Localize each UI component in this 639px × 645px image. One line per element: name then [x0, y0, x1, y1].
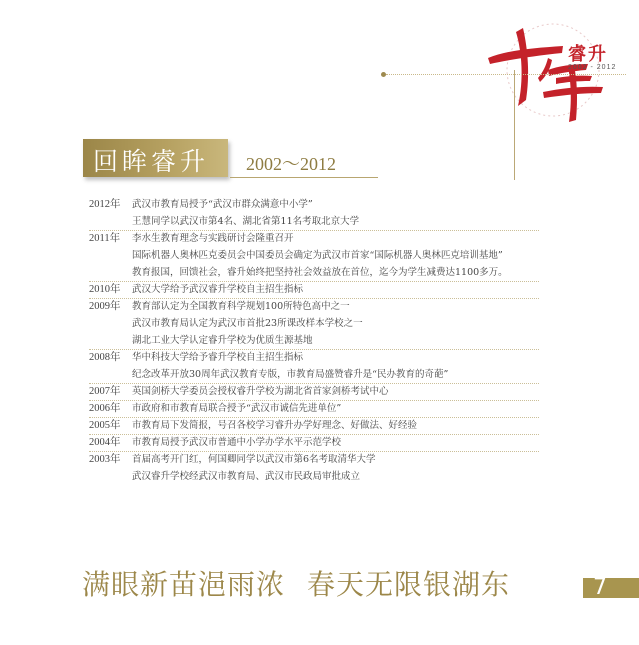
slogan-part-1: 满眼新苗浥雨浓: [82, 568, 286, 601]
decorative-vertical-line: [514, 70, 515, 180]
timeline-event: 武汉大学给予武汉睿升学校自主招生指标: [132, 284, 304, 295]
timeline-event: 武汉市教育局授予“武汉市群众满意中小学”: [132, 199, 313, 210]
timeline-row: [0, 230, 600, 247]
timeline-year: 2005年: [89, 420, 121, 431]
timeline-event: 李水生教育理念与实践研讨会隆重召开: [132, 233, 294, 244]
timeline-event: 首届高考开门红，何国卿同学以武汉市第6名考取清华大学: [132, 454, 376, 465]
timeline-year: 2012年: [89, 199, 121, 210]
page-number: 7: [593, 575, 607, 600]
title-years: 2002～2012: [246, 154, 336, 174]
timeline-row: [0, 366, 600, 383]
timeline-row: [0, 417, 600, 434]
timeline-event: 市教育局下发简报，号召各校学习睿升办学好理念、好做法、好经验: [132, 420, 418, 431]
timeline-row: [0, 247, 600, 264]
timeline-event: 市教育局授予武汉市普通中小学办学水平示范学校: [132, 437, 342, 448]
timeline-row: [0, 451, 600, 468]
timeline-event: 华中科技大学给予睿升学校自主招生指标: [132, 352, 304, 363]
anniversary-logo: [478, 20, 623, 130]
timeline-year: 2008年: [89, 352, 121, 363]
title-band: [83, 139, 228, 177]
timeline-event: 纪念改革开放30周年武汉教育专版，市教育局盛赞睿升是“民办教育的奇葩”: [132, 369, 449, 380]
page-number-box: [583, 578, 639, 598]
timeline-row: [0, 315, 600, 332]
timeline-row: [0, 383, 600, 400]
timeline-event: 武汉市教育局认定为武汉市首批23所课改样本学校之一: [132, 318, 363, 329]
timeline-event: 湖北工业大学认定睿升学校为优质生源基地: [132, 335, 313, 346]
logo-years-text: 2002 - 2012: [568, 64, 617, 71]
timeline-event: 国际机器人奥林匹克委员会中国委员会确定为武汉市首家“国际机器人奥林匹克培训基地”: [132, 250, 503, 261]
timeline-row: [0, 213, 600, 230]
timeline-year: 2003年: [89, 454, 121, 465]
timeline-event: 教育报国，回馈社会，睿升始终把坚持社会效益放在首位，迄今为学生减费达1100多万。: [132, 267, 508, 278]
timeline-year: 2007年: [89, 386, 121, 397]
timeline-row: [0, 196, 600, 213]
timeline-year: 2011年: [89, 233, 121, 244]
timeline-event: 教育部认定为全国教育科学规划100所特色高中之一: [132, 301, 350, 312]
title-underline: [230, 177, 378, 178]
timeline-row: [0, 332, 600, 349]
ten-years-calligraphy-icon: [478, 20, 623, 130]
timeline-year: 2006年: [89, 403, 121, 414]
timeline-row: [0, 468, 600, 485]
timeline-event: 英国剑桥大学委员会授权睿升学校为湖北省首家剑桥考试中心: [132, 386, 389, 397]
timeline-event: 市政府和市教育局联合授予“武汉市诚信先进单位”: [132, 403, 342, 414]
decorative-dotted-line: [386, 74, 626, 75]
timeline-year: 2004年: [89, 437, 121, 448]
timeline-year: 2009年: [89, 301, 121, 312]
timeline-event: 王慧同学以武汉市第4名、湖北省第11名考取北京大学: [132, 216, 360, 227]
timeline-row: [0, 281, 600, 298]
timeline-year: 2010年: [89, 284, 121, 295]
timeline-row: [0, 434, 600, 451]
slogan: [82, 563, 510, 603]
timeline-event: 武汉睿升学校经武汉市教育局、武汉市民政局审批成立: [132, 471, 361, 482]
timeline: [0, 196, 600, 485]
timeline-row: [0, 349, 600, 366]
timeline-row: [0, 400, 600, 417]
page-title: 回眸睿升: [93, 147, 210, 176]
timeline-row: [0, 298, 600, 315]
timeline-row: [0, 264, 600, 281]
logo-brand-text: 睿升: [568, 44, 608, 65]
slogan-part-2: 春天无限银湖东: [307, 568, 511, 601]
decorative-dot: [381, 72, 386, 77]
